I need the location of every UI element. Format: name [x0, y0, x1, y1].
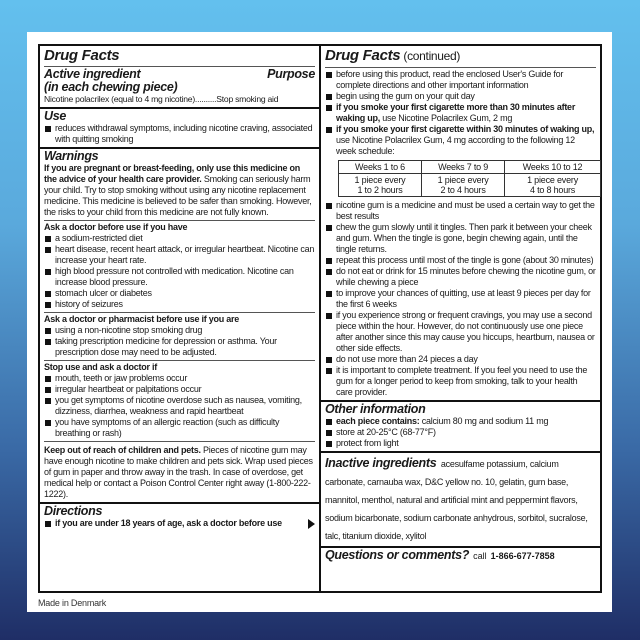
ask-pharmacist-heading: Ask a doctor or pharmacist before use if you are: [44, 314, 240, 324]
directions-list: [325, 69, 596, 157]
drug-facts-title: Drug Facts: [44, 47, 120, 64]
list-item: it is important to complete treatment. If you feel you need to use the gum for a longer period to keep from smoking, talk to your health care provider.: [325, 365, 596, 398]
list-item: chew the gum slowly until it tingles. Then park it between your cheek and gum. When the tingle is gone, begin chewing again, until the tingle returns.: [325, 222, 596, 255]
use-item: reduces withdrawal symptoms, including nicotine craving, associated with quitting smoking: [44, 123, 315, 145]
schedule-header: Weeks 1 to 6: [339, 161, 422, 174]
ingredient-row: Nicotine polacrilex (equal to 4 mg nicotine)..........Stop smoking aid: [44, 94, 279, 104]
list-item: if you smoke your first cigarette more than 30 minutes after waking up, use Nicotine Polacrilex Gum, 2 mg: [325, 102, 596, 124]
use-section: [40, 109, 319, 149]
ask-pharmacist-list: [44, 325, 315, 358]
list-item: each piece contains: calcium 80 mg and sodium 11 mg: [325, 416, 596, 427]
active-ingredient-section: [40, 46, 319, 109]
continued-arrow-icon: [308, 519, 315, 529]
made-in-text: Made in Denmark: [38, 598, 107, 608]
list-item: do not use more than 24 pieces a day: [325, 354, 596, 365]
warnings-section: [40, 149, 319, 504]
call-label: call: [473, 551, 487, 561]
directions-continued-section: [321, 46, 600, 402]
directions-item: if you are under 18 years of age, ask a doctor before use: [44, 518, 282, 529]
drug-facts-continued-title: Drug Facts (continued): [325, 47, 461, 64]
list-item: taking prescription medicine for depression or asthma. Your prescription dose may need to be adjusted.: [44, 336, 315, 358]
inactive-ingredients-section: [321, 453, 600, 548]
ask-doctor-heading: Ask a doctor before use if you have: [44, 222, 188, 232]
pregnancy-warning: If you are pregnant or breast-feeding, only use this medicine on the advice of your health care provider. Smoking can seriously harm your child. Try to stop smoking without using any nicotine replacement medicine. This medicine is believed to be safer than smoking. However, the risks to your child from this medicine are not fully known.: [44, 163, 312, 217]
list-item: high blood pressure not controlled with medication. Nicotine can increase blood pressure.: [44, 266, 315, 288]
schedule-header: Weeks 10 to 12: [505, 161, 601, 174]
active-ingredient-subheading: (in each chewing piece): [44, 80, 178, 94]
usage-list: [325, 200, 596, 398]
other-information-heading: Other information: [325, 402, 426, 416]
list-item: begin using the gum on your quit day: [325, 91, 596, 102]
inactive-ingredients-text: acesulfame potassium, calcium carbonate, carnauba wax, D&C yellow no. 10, gelatin, gum base, mannitol, menthol, natural and artificial mint and peppermint flavors, sodium bicarbonate, sodium carbonate anhydrous, sorbitol, sucralose, talc, titanium dioxide, xylitol: [325, 459, 588, 541]
list-item: repeat this process until most of the tingle is gone (about 30 minutes): [325, 255, 596, 266]
ask-doctor-list: [44, 233, 315, 310]
dosing-schedule-table: [338, 160, 601, 197]
label-card: [27, 32, 612, 612]
purpose-heading: Purpose: [267, 67, 315, 81]
schedule-cell: 1 piece every 1 to 2 hours: [339, 174, 422, 197]
list-item: heart disease, recent heart attack, or irregular heartbeat. Nicotine can increase your heart rate.: [44, 244, 315, 266]
list-item: before using this product, read the enclosed User's Guide for complete directions and other important information: [325, 69, 596, 91]
list-item: you get symptoms of nicotine overdose such as nausea, vomiting, dizziness, diarrhea, weakness and rapid heartbeat: [44, 395, 315, 417]
questions-section: [321, 548, 600, 564]
stop-use-list: [44, 373, 315, 439]
schedule-cell: 1 piece every 4 to 8 hours: [505, 174, 601, 197]
other-information-section: [321, 402, 600, 453]
list-item: stomach ulcer or diabetes: [44, 288, 315, 299]
drug-facts-panel-left: [38, 44, 321, 593]
list-item: irregular heartbeat or palpitations occur: [44, 384, 315, 395]
stop-use-heading: Stop use and ask a doctor if: [44, 362, 158, 372]
schedule-cell: 1 piece every 2 to 4 hours: [422, 174, 505, 197]
questions-heading: Questions or comments?: [325, 548, 470, 562]
list-item: if you experience strong or frequent cravings, you may use a second piece within the hour. However, do not continuously use one piece after another since this may cause you hiccups, heartburn, nausea or other side effects.: [325, 310, 596, 354]
use-heading: Use: [44, 109, 67, 123]
inactive-ingredients-heading: Inactive ingredients: [325, 456, 437, 470]
list-item: nicotine gum is a medicine and must be used a certain way to get the best results: [325, 200, 596, 222]
list-item: history of seizures: [44, 299, 315, 310]
list-item: store at 20-25°C (68-77°F): [325, 427, 596, 438]
drug-facts-panel-right: [319, 44, 602, 593]
list-item: protect from light: [325, 438, 596, 449]
keep-out-of-reach: Keep out of reach of children and pets. Pieces of nicotine gum may have enough nicotine to make children and pets sick. Wrap used pieces of gum in paper and throw away in the trash. In case of overdose, get medical help or contact a Poison Control Center right away (1-800-222-1222).: [44, 445, 313, 499]
directions-section: [40, 504, 319, 531]
directions-heading: Directions: [44, 504, 103, 518]
list-item: a sodium-restricted diet: [44, 233, 315, 244]
phone-number: 1-866-677-7858: [490, 551, 555, 561]
list-item: if you smoke your first cigarette within 30 minutes of waking up, use Nicotine Polacrilex Gum, 4 mg according to the following 12 week schedule:: [325, 124, 596, 157]
list-item: to improve your chances of quitting, use at least 9 pieces per day for the first 6 weeks: [325, 288, 596, 310]
active-ingredient-heading: Active ingredient: [44, 67, 141, 81]
list-item: mouth, teeth or jaw problems occur: [44, 373, 315, 384]
list-item: using a non-nicotine stop smoking drug: [44, 325, 315, 336]
schedule-header: Weeks 7 to 9: [422, 161, 505, 174]
warnings-heading: Warnings: [44, 149, 99, 163]
list-item: do not eat or drink for 15 minutes before chewing the nicotine gum, or while chewing a piece: [325, 266, 596, 288]
list-item: you have symptoms of an allergic reaction (such as difficulty breathing or rash): [44, 417, 315, 439]
